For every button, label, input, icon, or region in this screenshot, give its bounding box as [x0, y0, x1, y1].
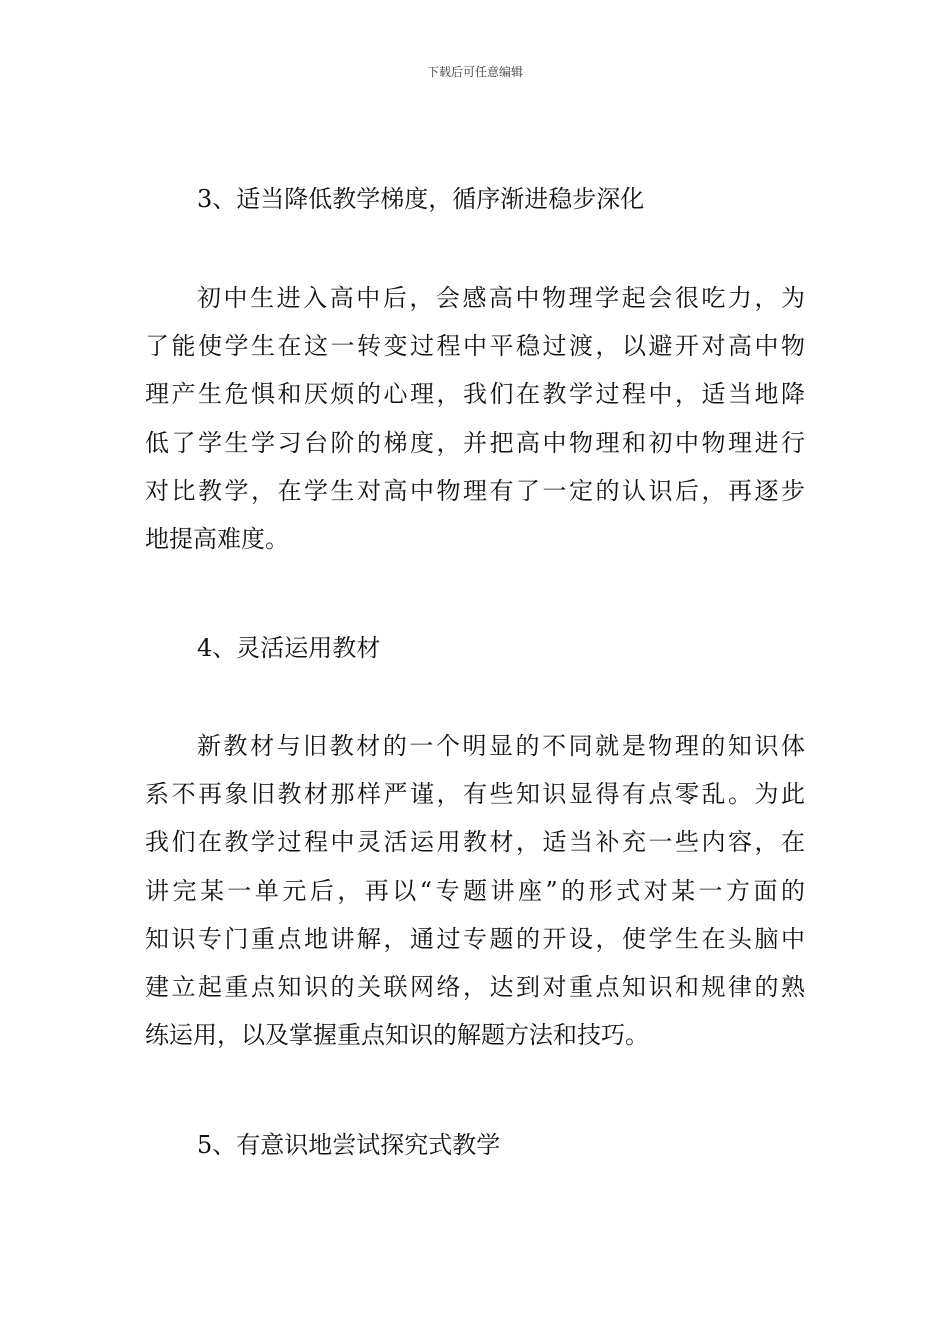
- paragraph-line: 理产生危惧和厌烦的心理，我们在教学过程中，适当地降: [145, 380, 805, 409]
- paragraph-line: 我们在教学过程中灵活运用教材，适当补充一些内容，在: [145, 828, 805, 857]
- paragraph-line: 建立起重点知识的关联网络，达到对重点知识和规律的熟: [145, 973, 805, 1002]
- section-heading-4: 4、灵活运用教材: [197, 634, 381, 662]
- paragraph-line: 了能使学生在这一转变过程中平稳过渡，以避开对高中物: [145, 332, 805, 361]
- paragraph-line: 地提高难度。: [145, 525, 289, 554]
- section-heading-3: 3、适当降低教学梯度，循序渐进稳步深化: [197, 185, 645, 213]
- paragraph-line: 新教材与旧教材的一个明显的不同就是物理的知识体: [197, 732, 805, 760]
- header-note: 下载后可任意编辑: [426, 65, 523, 79]
- paragraph-line: 对比教学，在学生对高中物理有了一定的认识后，再逐步: [145, 476, 805, 505]
- section-heading-5: 5、有意识地尝试探究式教学: [197, 1131, 501, 1159]
- paragraph-line: 知识专门重点地讲解，通过专题的开设，使学生在头脑中: [145, 924, 805, 953]
- section-paragraph-4: [145, 722, 805, 1059]
- paragraph-line: 讲完某一单元后，再以“专题讲座”的形式对某一方面的: [145, 876, 805, 905]
- paragraph-line: 初中生进入高中后，会感高中物理学起会很吃力，为: [197, 284, 805, 312]
- section-paragraph-3: [145, 274, 805, 563]
- paragraph-line: 练运用，以及掌握重点知识的解题方法和技巧。: [145, 1021, 649, 1050]
- paragraph-line: 系不再象旧教材那样严谨，有些知识显得有点零乱。为此: [145, 780, 805, 809]
- paragraph-line: 低了学生学习台阶的梯度，并把高中物理和初中物理进行: [145, 428, 805, 457]
